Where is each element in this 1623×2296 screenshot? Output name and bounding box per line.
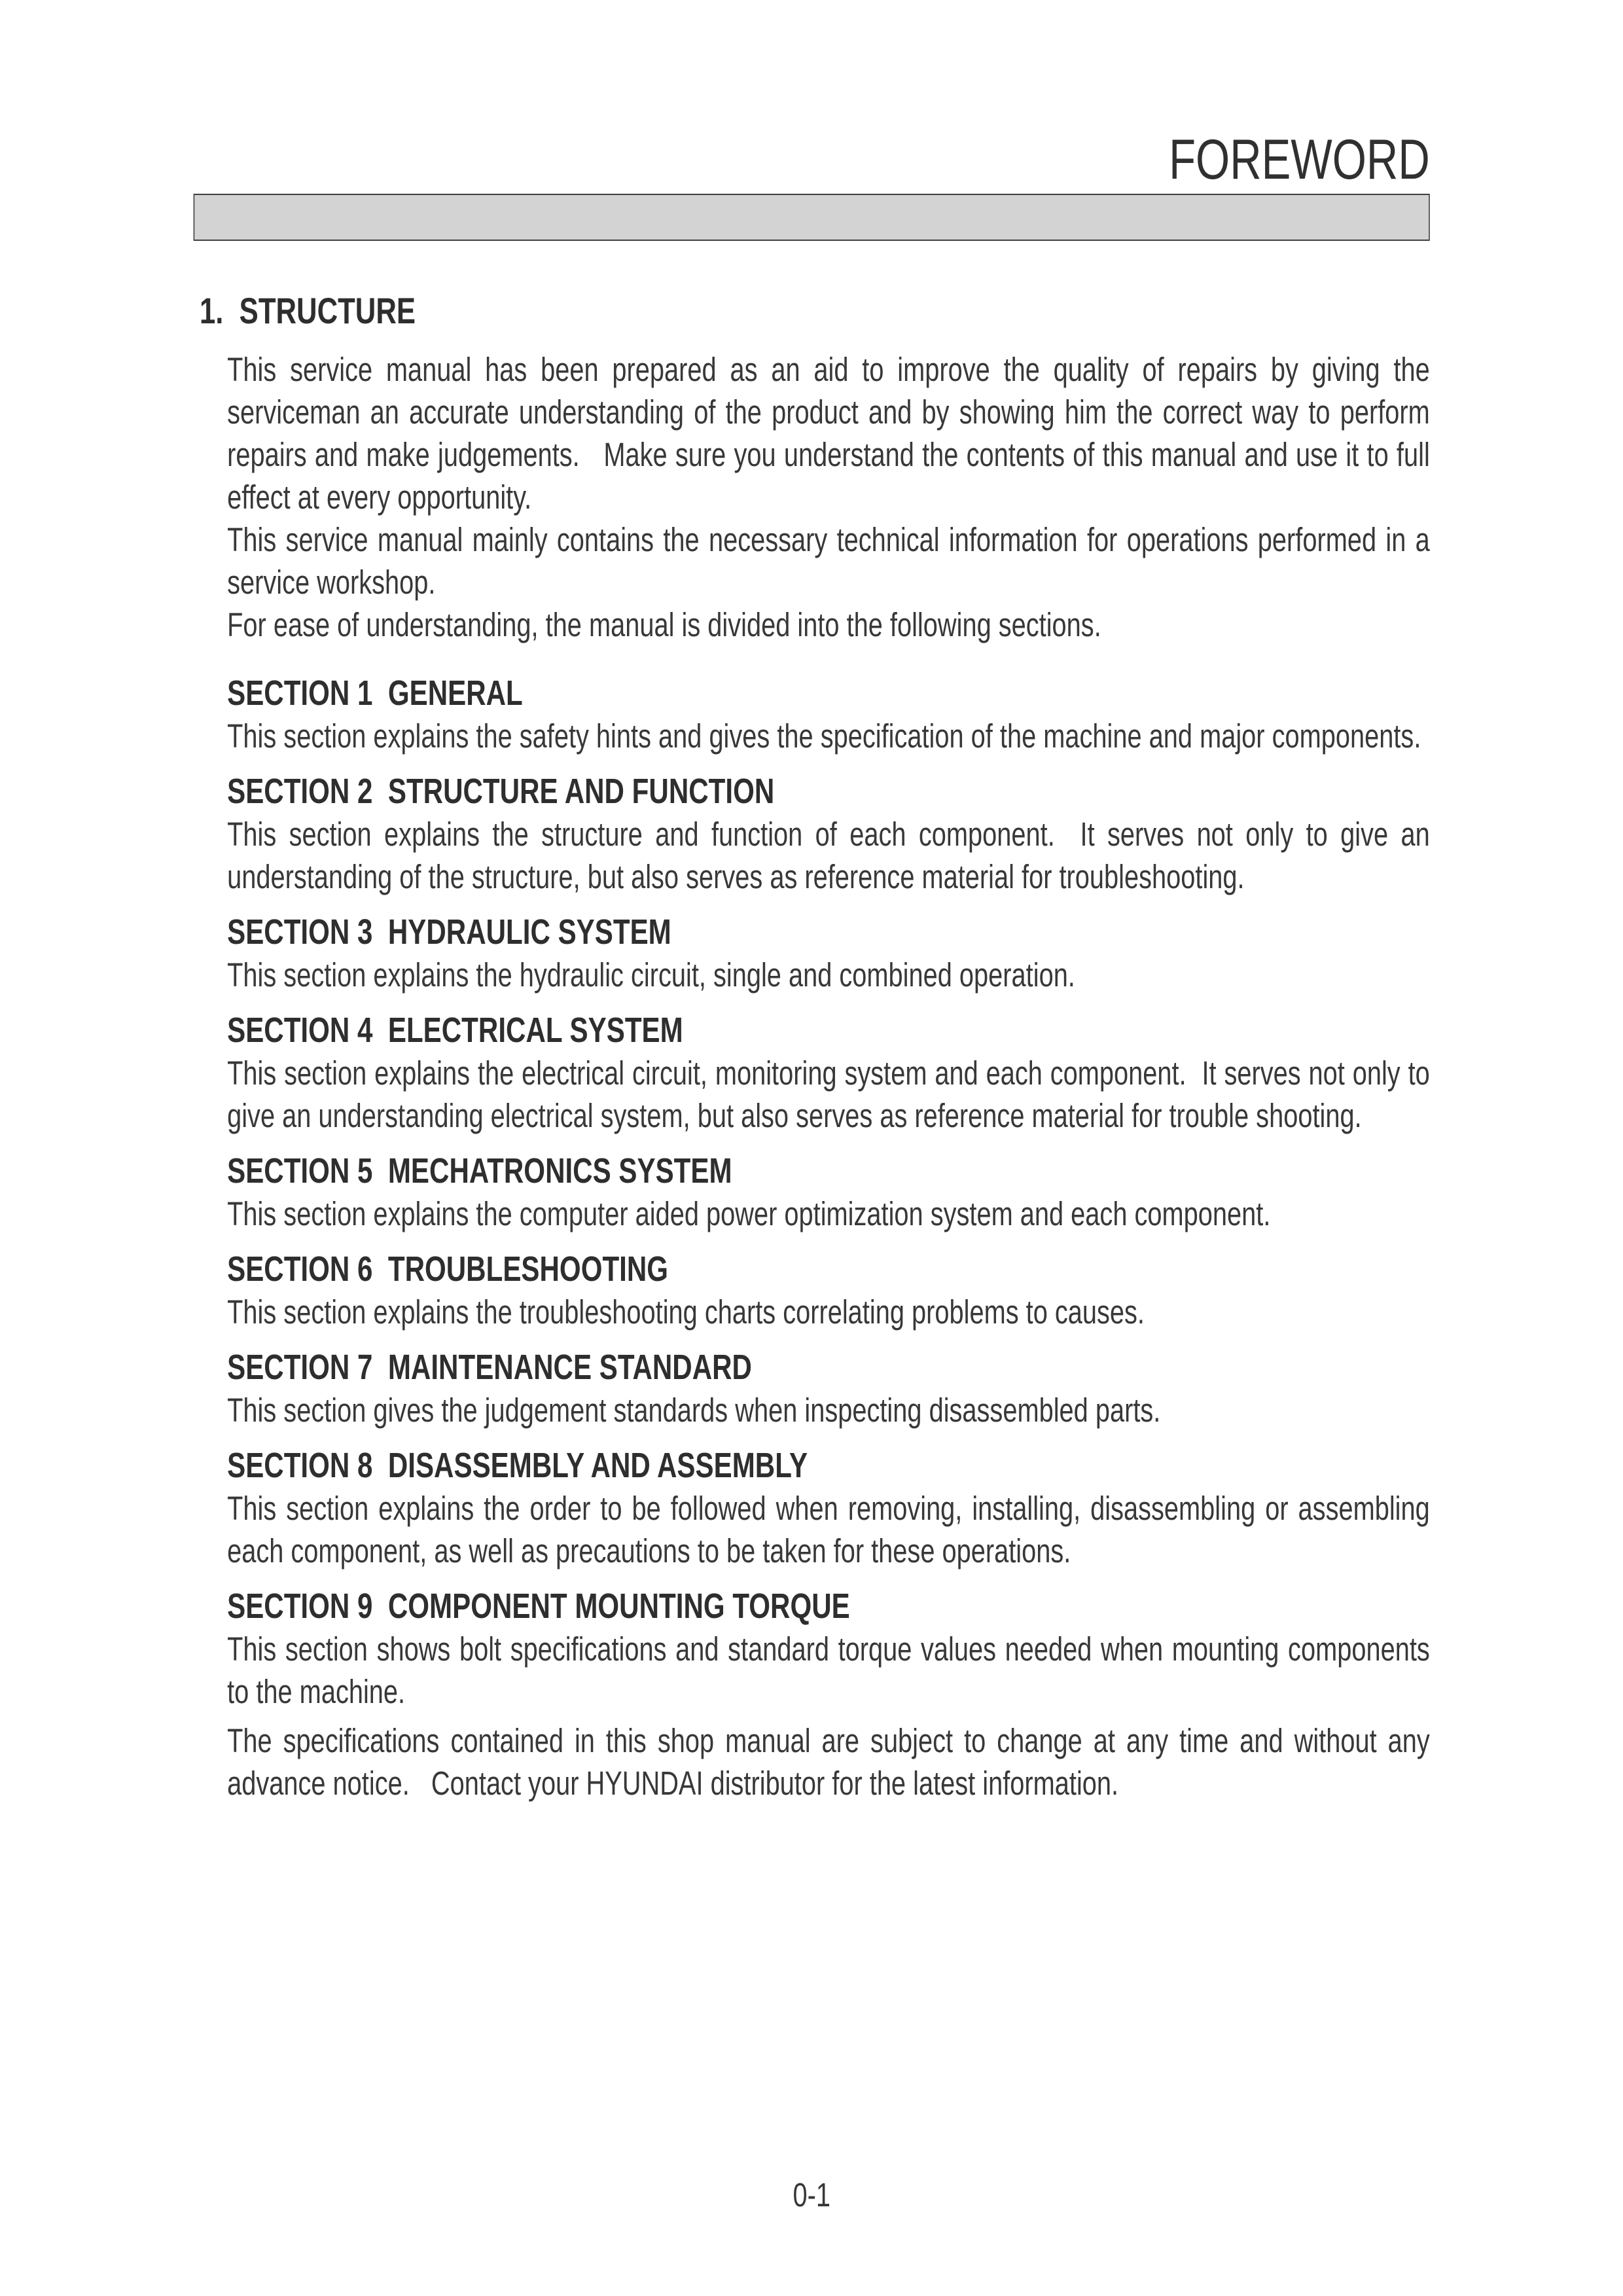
section-description: This section explains the hydraulic circuit, single and combined operation.: [227, 956, 1075, 994]
section-title: SECTION 1 GENERAL: [227, 673, 523, 713]
page-title: FOREWORD: [1169, 128, 1430, 191]
section-title: SECTION 7 MAINTENANCE STANDARD: [227, 1348, 752, 1387]
page-number: 0-1: [793, 2176, 830, 2214]
section-description: This section shows bolt specifications and standard torque values needed when mounting components to the machine.: [227, 1630, 1430, 1710]
intro-paragraph: This service manual mainly contains the necessary technical information for operations performed in a service workshop.: [227, 521, 1430, 601]
section-title: SECTION 2 STRUCTURE AND FUNCTION: [227, 772, 775, 811]
section-block: [227, 1444, 1430, 1572]
section-block: [227, 1346, 1430, 1431]
section-title: SECTION 4 ELECTRICAL SYSTEM: [227, 1011, 683, 1050]
section-description: This section explains the computer aided power optimization system and each component.: [227, 1195, 1271, 1232]
section-title: SECTION 6 TROUBLESHOOTING: [227, 1249, 669, 1289]
section-block: [227, 770, 1430, 898]
section-block: [227, 672, 1430, 757]
section-block: [227, 1150, 1430, 1235]
intro-block: [227, 348, 1430, 646]
section-title: SECTION 8 DISASSEMBLY AND ASSEMBLY: [227, 1446, 808, 1485]
intro-paragraph: This service manual has been prepared as an aid to improve the quality of repairs by giving the serviceman an accurate understanding of the product and by showing him the correct way to perform repairs and make judgements. Make sure you understand the contents of this manual and use it to full effect at every opportunity.: [227, 351, 1430, 516]
intro-paragraph: For ease of understanding, the manual is divided into the following sections.: [227, 606, 1101, 643]
section-title: SECTION 5 MECHATRONICS SYSTEM: [227, 1151, 732, 1191]
header-bar: [194, 194, 1430, 241]
section-block: [227, 1009, 1430, 1137]
section-description: This section explains the electrical circuit, monitoring system and each component. It serves not only to give an understanding electrical system, but also serves as reference material for trouble shooting.: [227, 1054, 1430, 1134]
section-title: SECTION 9 COMPONENT MOUNTING TORQUE: [227, 1587, 850, 1626]
section-title: SECTION 3 HYDRAULIC SYSTEM: [227, 912, 671, 952]
section-description: This section explains the troubleshooting charts correlating problems to causes.: [227, 1293, 1145, 1331]
section-block: [227, 1248, 1430, 1333]
section-description: This section explains the structure and function of each component. It serves not only to give an understanding of the structure, but also serves as reference material for troubleshooting.: [227, 816, 1430, 895]
section-description: This section explains the order to be followed when removing, installing, disassembling or assembling each component, as well as precautions to be taken for these operations.: [227, 1490, 1430, 1570]
section-description: This section explains the safety hints and gives the specification of the machine and major components.: [227, 717, 1421, 755]
closing-paragraph: The specifications contained in this shop manual are subject to change at any time and without any advance notice. Contact your HYUNDAI distributor for the latest information.: [227, 1722, 1430, 1802]
section-block: [227, 1585, 1430, 1713]
structure-heading: 1. STRUCTURE: [199, 290, 416, 331]
section-block: [227, 911, 1430, 996]
section-description: This section gives the judgement standards when inspecting disassembled parts.: [227, 1391, 1161, 1429]
